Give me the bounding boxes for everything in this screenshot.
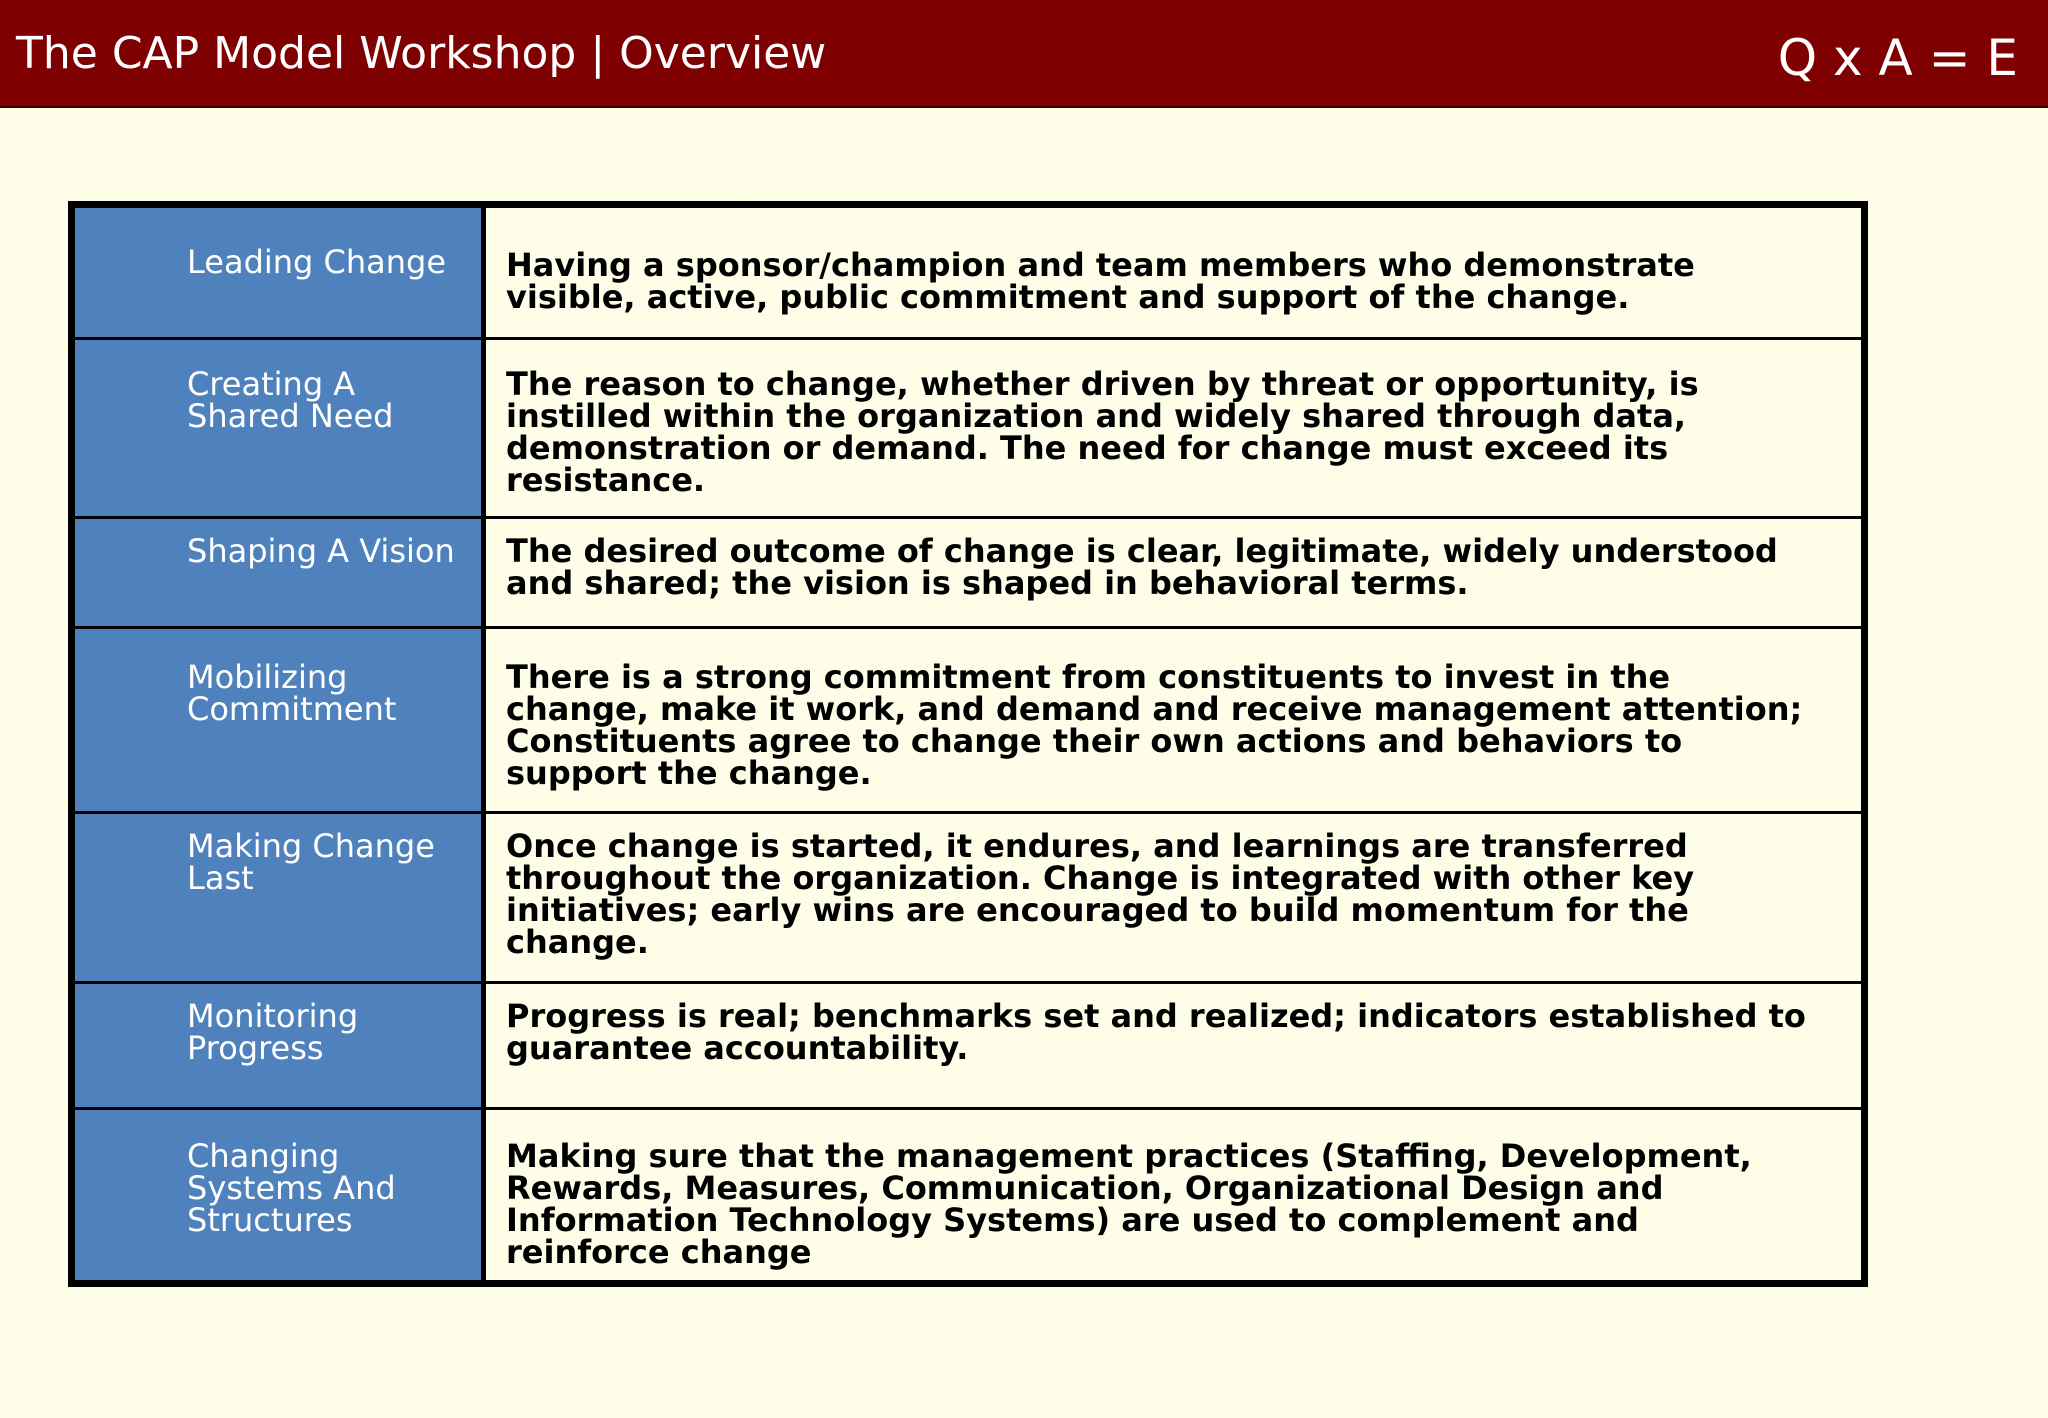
row-label-line: Changing [187,1136,340,1175]
row-label-cell [72,983,484,1109]
row-description-line: Progress is real; benchmarks set and realized; indicators established to [506,997,1806,1035]
row-label-cell [72,205,484,339]
table-row [72,338,1865,517]
table-row [72,812,1865,982]
row-label-cell [72,338,484,517]
row-description-line: Having a sponsor/champion and team members who demonstrate [506,246,1695,284]
row-description-line: Once change is started, it endures, and learnings are transferred [506,826,1688,865]
row-description-line: Constituents agree to change their own actions and behaviors to [506,721,1683,760]
row-description-cell [484,812,1865,982]
row-label-line: Structures [187,1200,353,1239]
row-label-line: Mobilizing [187,657,348,696]
row-label-line: Last [187,858,254,897]
row-description-cell [484,518,1865,628]
row-label-line: Shaping A Vision [187,532,455,571]
row-description-cell [484,627,1865,812]
row-label-line: Progress [187,1029,324,1067]
row-description-cell [484,205,1865,339]
row-description-line: support the change. [506,753,872,792]
table-row [72,627,1865,812]
table-row [72,205,1865,339]
row-label-line: Shared Need [187,396,394,435]
cap-model-table [68,201,1868,1287]
row-label-line: Creating A [187,364,356,403]
row-description-line: and shared; the vision is shaped in behavioral terms. [506,564,1469,603]
header-bar [0,0,2048,108]
row-description-line: The desired outcome of change is clear, legitimate, widely understood [506,532,1778,571]
table-row [72,1108,1865,1283]
row-label-line: Systems And [187,1168,396,1207]
row-label-cell [72,627,484,812]
row-label-line: Making Change [187,826,435,865]
table-row [72,518,1865,628]
row-description-line: change. [506,922,649,961]
formula-label: Q x A = E [1777,29,2018,87]
row-description-line: reinforce change [506,1232,812,1271]
row-description-line: There is a strong commitment from constituents to invest in the [506,657,1671,696]
table-body [72,205,1865,1284]
slide-subtitle: CAP: A Model for Change [150,138,798,192]
row-description-cell [484,983,1865,1109]
row-description-line: Rewards, Measures, Communication, Organizational Design and [506,1168,1664,1207]
row-description-line: instilled within the organization and widely shared through data, [506,396,1687,435]
row-description-line: change, make it work, and demand and receive management attention; [506,689,1803,728]
row-label-cell [72,1108,484,1283]
row-description-line: Making sure that the management practices (Staffing, Development, [506,1136,1752,1175]
page-title: The CAP Model Workshop | Overview [16,28,827,79]
row-description-line: The reason to change, whether driven by threat or opportunity, is [506,364,1699,403]
row-description-line: demonstration or demand. The need for change must exceed its [506,428,1669,467]
row-description-line: guarantee accountability. [506,1029,969,1067]
row-label-line: Monitoring [187,997,359,1035]
row-description-cell [484,1108,1865,1283]
row-description-line: Information Technology Systems) are used to complement and [506,1200,1639,1239]
row-label-cell [72,518,484,628]
row-description-line: throughout the organization. Change is integrated with other key [506,858,1695,897]
row-description-line: resistance. [506,460,706,499]
row-description-line: initiatives; early wins are encouraged to build momentum for the [506,890,1689,929]
row-description-cell [484,338,1865,517]
row-label-cell [72,812,484,982]
row-description-line: visible, active, public commitment and support of the change. [506,278,1630,316]
table-row [72,983,1865,1109]
row-label-line: Commitment [187,689,397,728]
row-label-line: Leading Change [187,243,447,281]
